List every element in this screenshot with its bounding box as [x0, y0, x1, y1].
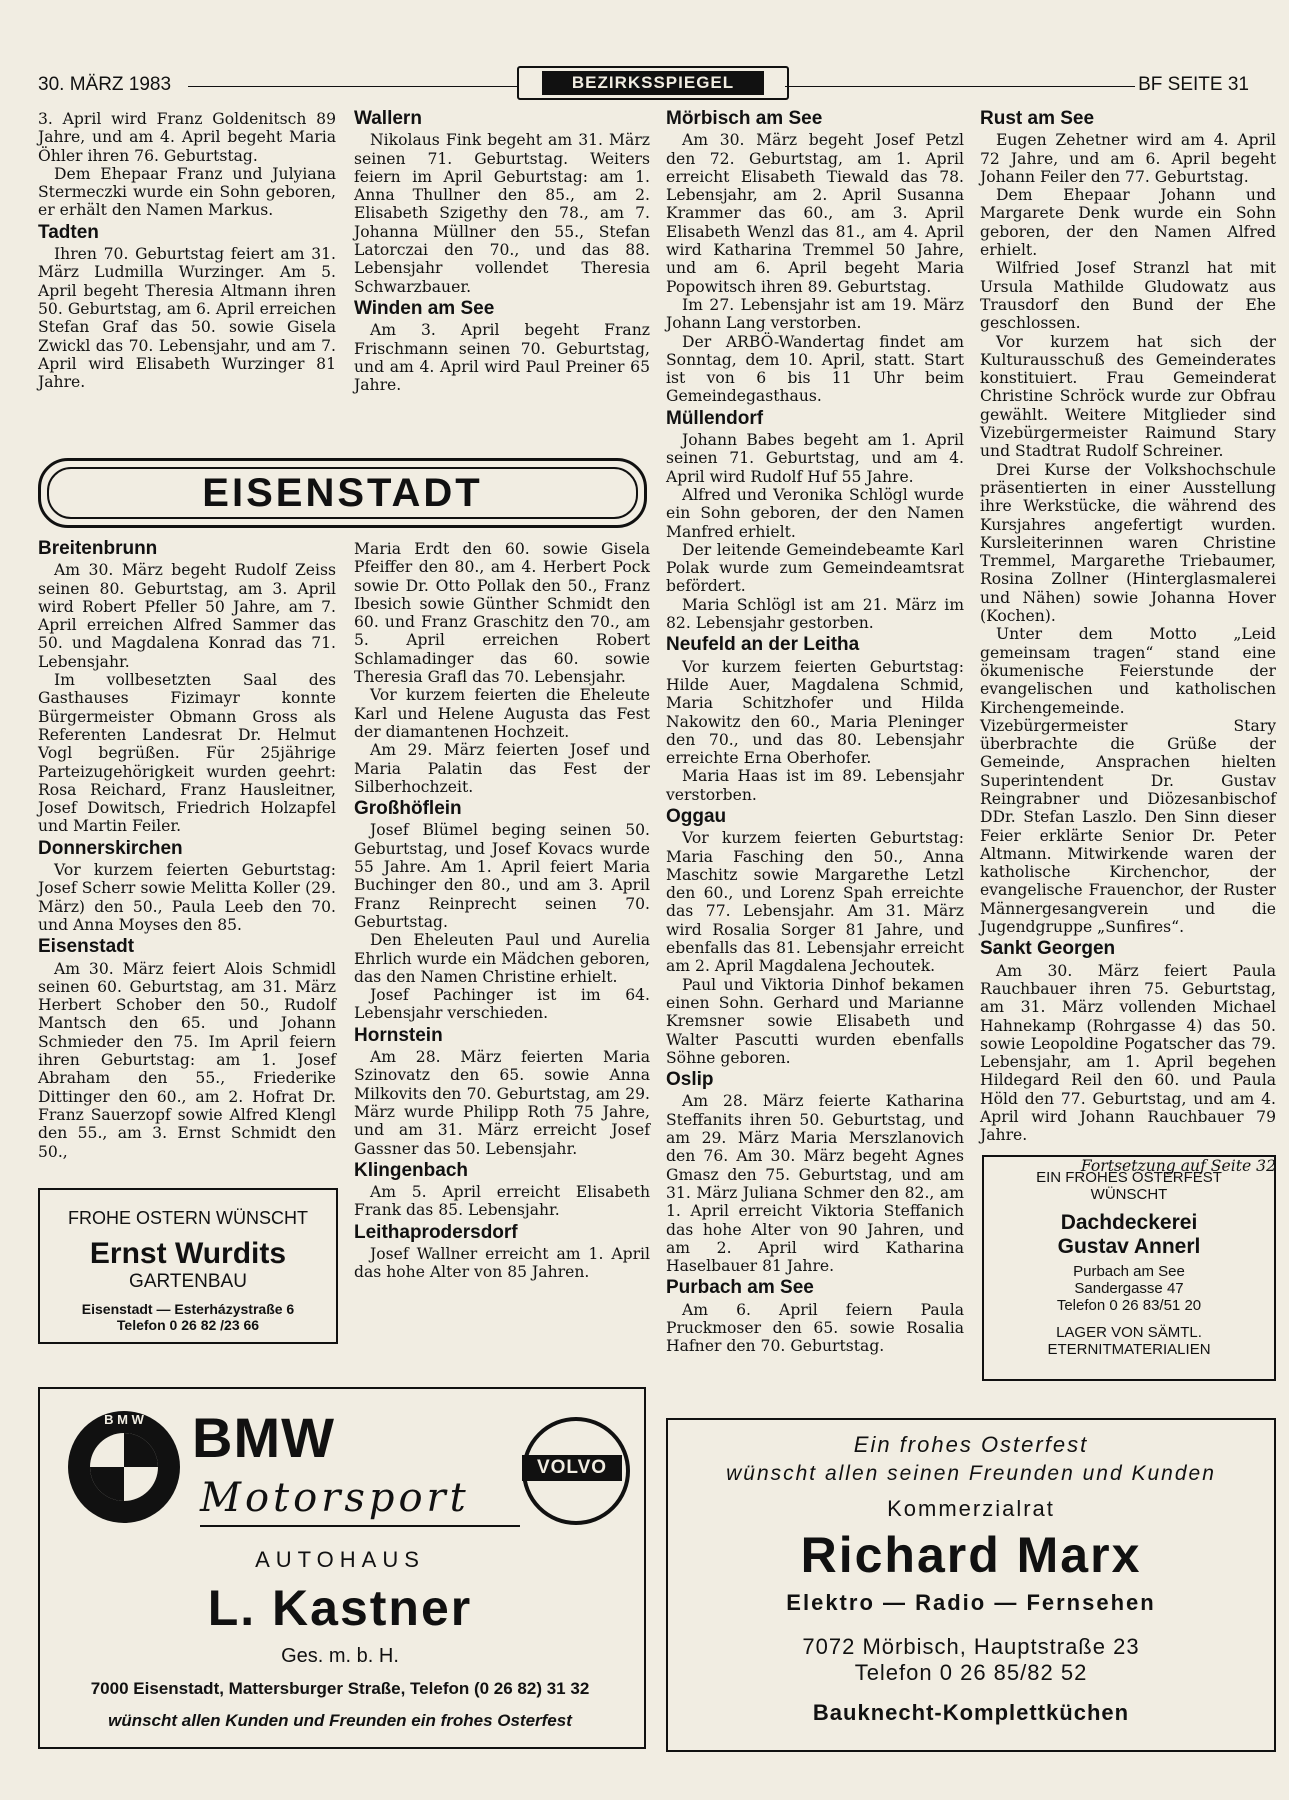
locality-heading-breitenbrunn: Breitenbrunn: [38, 538, 158, 559]
volvo-logo-icon: [522, 1417, 630, 1525]
ad-line: FROHE OSTERN WÜNSCHT: [68, 1208, 308, 1228]
issue-date: 30. MÄRZ 1983: [38, 74, 172, 95]
article-paragraph: Paul und Viktoria Dinhof bekamen einen Sohn. Gerhard und Marianne Kremsner sowie Elisabeth und Walter Pascutti wurden ebenfalls Söhne geboren.: [666, 975, 964, 1067]
locality-heading-sankt-georgen: Sankt Georgen: [980, 938, 1116, 960]
ad-line: ETERNITMATERIALIEN: [1047, 1341, 1211, 1358]
article-paragraph: Dem Ehepaar Franz und Julyiana Stermeczki wurde ein Sohn geboren, er erhält den Namen Markus.: [38, 164, 336, 220]
header-rule-right: [785, 86, 1135, 87]
continuation-note: Fortsetzung auf Seite 32: [1080, 1156, 1276, 1175]
locality-heading-oslip: Oslip: [666, 1069, 714, 1091]
ad-line: Elektro — Radio — Fernsehen: [786, 1590, 1156, 1615]
article-paragraph: Am 5. April erreicht Elisabeth Frank das 85. Lebensjahr.: [354, 1183, 650, 1220]
section-title-box: [517, 66, 789, 100]
script-underline: [200, 1525, 520, 1527]
page-number: BF SEITE 31: [1138, 74, 1249, 95]
ad-ernst-wurdits: [38, 1188, 338, 1344]
ad-line: Bauknecht-Komplettküchen: [812, 1700, 1130, 1725]
ad-address: Sandergasse 47: [1074, 1280, 1184, 1297]
ad-line: Kommerzialrat: [887, 1496, 1055, 1521]
article-paragraph: Der ARBÖ-Wandertag findet am Sonntag, dem 10. April, statt. Start ist von 6 bis 11 Uhr beim Gemeindegasthaus.: [666, 332, 964, 406]
ad-richard-marx: [666, 1418, 1276, 1752]
ad-greeting: wünscht allen seinen Freunden und Kunden: [726, 1462, 1216, 1485]
article-paragraph: Im vollbesetzten Saal des Gasthauses Fizimayr konnte Bürgermeister Obmann Gross als Referenten Landesrat Dr. Helmut Vogl begrüßen. Für 25jährige Parteizugehörigkeit wurden geehrt: Rosa Reichard, Franz Hausleitner, Josef Dowitsch, Friedrich Holzapfel und Martin Feiler.: [38, 671, 336, 836]
ad-greeting: Ein frohes Osterfest: [853, 1432, 1089, 1457]
locality-heading-rust: Rust am See: [980, 108, 1095, 129]
ad-line: Ges. m. b. H.: [281, 1645, 399, 1667]
article-paragraph: Alfred und Veronika Schlögl wurde ein Sohn geboren, der den Namen Manfred erhielt.: [666, 485, 964, 541]
locality-heading-leithaprodersdorf: Leithaprodersdorf: [354, 1221, 518, 1243]
ad-line: AUTOHAUS: [255, 1547, 425, 1572]
article-paragraph: Vor kurzem feierten Geburtstag: Josef Scherr sowie Melitta Koller (29. März) den 50., Paula Leeb den 70. und Anna Moyses den 85.: [38, 861, 336, 934]
ad-line: LAGER VON SÄMTL.: [1056, 1324, 1202, 1341]
article-paragraph: Im 27. Lebensjahr ist am 19. März Johann Lang verstorben.: [666, 295, 964, 333]
article-paragraph: Maria Schlögl ist am 21. März im 82. Lebensjahr gestorben.: [666, 595, 964, 633]
eisenstadt-column-1: [38, 540, 336, 1161]
locality-heading-neufeld: Neufeld an der Leitha: [666, 634, 860, 656]
article-paragraph: Josef Pachinger ist im 64. Lebensjahr verschieden.: [354, 986, 650, 1023]
ad-line: WÜNSCHT: [1090, 1186, 1168, 1203]
ad-greeting: wünscht allen Kunden und Freunden ein frohes Osterfest: [108, 1711, 572, 1730]
article-paragraph: Am 30. März begeht Josef Petzl den 72. Geburtstag, am 1. April erreicht Elisabeth Tiewald das 78. Lebensjahr, am 2. April Susanna Krammer das 60., am 3. April Elisabeth Wenzl das 81., am 4. April wird Katharina Tremmel 50 Jahre, und am 6. April begeht Maria Popowitsch ihren 89. Geburtstag.: [666, 131, 964, 296]
column-4: [980, 110, 1276, 1175]
locality-heading-muellendorf: Müllendorf: [666, 407, 764, 429]
ad-phone: Telefon 0 26 85/82 52: [854, 1660, 1088, 1685]
article-paragraph: 3. April wird Franz Goldenitsch 89 Jahre, und am 4. April begeht Maria Öhler ihren 76. Geburtstag.: [38, 110, 336, 165]
eisenstadt-column-2: [354, 540, 650, 1282]
article-paragraph: Ihren 70. Geburtstag feiert am 31. März Ludmilla Wurzinger. Am 5. April begeht Theresia Altmann ihren 50. Geburtstag, am 6. April erreichen Stefan Graf das 50. sowie Gisela Zwickl das 70. Lebensjahr, und am 7. April wird Elisabeth Wurzinger 81 Jahre.: [38, 245, 336, 392]
article-paragraph: Unter dem Motto „Leid gemeinsam tragen“ stand eine ökumenische Feierstunde der evangelischen und katholischen Kirchengemeinde. Vizebürgermeister Stary überbrachte die Grüße der Gemeinde, Ansprachen hielten Superintendent Dr. Gustav Reingrabner und Diözesanbischof DDr. Stefan Laszlo. Den Sinn dieser Feier erklärte Senior Dr. Peter Altmann. Mitwirkende waren der katholische Kirchenchor, der evangelische Frauenchor, der Ruster Männergesangverein und die Jugendgruppe „Sunfires“.: [980, 625, 1276, 937]
article-paragraph: Den Eheleuten Paul und Aurelia Ehrlich wurde ein Mädchen geboren, das den Namen Christine erhielt.: [354, 931, 650, 986]
article-paragraph: Drei Kurse der Volkshochschule präsentierten in einer Ausstellung ihre Werkstücke, die während des Kursjahres angefertigt wurden. Kursleiterinnen waren Christine Tremmel, Margarethe Triebaumer, Rosina Zollner (Hinterglasmalerei und Nähen) sowie Johanna Hover (Kochen).: [980, 460, 1276, 626]
ad-address: 7072 Mörbisch, Hauptstraße 23: [802, 1634, 1140, 1659]
article-paragraph: Maria Erdt den 60. sowie Gisela Pfeiffer den 80., am 4. Herbert Pock sowie Dr. Otto Pollak den 50., Franz Ibesich sowie Günther Schmidt den 60. und Franz Graschitz den 70., am 5. April erreichen Robert Schlamadinger das 60. sowie Theresia Grafl das 70. Lebensjahr.: [354, 540, 650, 687]
ad-company-name: L. Kastner: [207, 1580, 473, 1636]
article-paragraph: Maria Haas ist im 89. Lebensjahr verstorben.: [666, 767, 964, 804]
article-paragraph: Vor kurzem hat sich der Kulturausschuß des Gemeinderates konstituiert. Frau Gemeinderat Christine Schröck wurde zur Obfrau gewählt. Weitere Mitglieder sind Vizebürgermeister Raimund Stary und Stadtrat Rudolf Schreiner.: [980, 332, 1276, 461]
ad-brand: BMW: [192, 1406, 335, 1469]
article-paragraph: Vor kurzem feierten Geburtstag: Hilde Auer, Magdalena Schmid, Maria Schitzhofer und Hilda Nakowitz den 60., Maria Pleninger den 70., und das 80. Lebensjahr erreichte Erna Oberhofer.: [666, 657, 964, 768]
article-paragraph: Am 28. März feierte Katharina Steffanits ihren 50. Geburtstag, und am 29. März Maria Merszlanovich den 76. Am 30. März begeht Agnes Gmasz den 75. Geburtstag, und am 31. März Juliana Schmer den 82., am 1. April erreicht Viktoria Steffanich das hohe Alter von 90 Jahren, und am 2. April wird Katharina Haselbauer 81 Jahre.: [666, 1092, 964, 1276]
article-paragraph: Wilfried Josef Stranzl hat mit Ursula Mathilde Gludowatz aus Trausdorf den Bund der Ehe geschlossen.: [980, 259, 1276, 333]
locality-heading-wallern: Wallern: [354, 108, 422, 129]
article-paragraph: Johann Babes begeht am 1. April seinen 71. Geburtstag, und am 4. April wird Rudolf Huf 55 Jahre.: [666, 431, 964, 486]
svg-text:B M W: B M W: [104, 1412, 144, 1427]
locality-heading-eisenstadt: Eisenstadt: [38, 936, 135, 958]
ad-address: 7000 Eisenstadt, Mattersburger Straße, Telefon (0 26 82) 31 32: [90, 1679, 590, 1698]
article-paragraph: Am 30. März feiert Paula Rauchbauer ihren 75. Geburtstag, am 31. März vollenden Michael Hahnekamp (Rohrgasse 4) das 50. sowie Leopoldine Pogatscher das 79. Lebensjahr, am 1. April begehen Hildegard Reil den 60. und Paula Höld den 77. Geburtstag, und am 4. April wird Johann Rauchbauer 79 Jahre.: [980, 961, 1276, 1145]
article-paragraph: Am 30. März begeht Rudolf Zeiss seinen 80. Geburtstag, am 3. April wird Robert Pfeller 50 Jahre, am 7. April erreichen Alfred Sammer das 50. und Magdalena Konrad das 71. Lebensjahr.: [38, 561, 336, 671]
locality-heading-moerbisch: Mörbisch am See: [666, 108, 823, 129]
ad-phone: Telefon 0 26 83/51 20: [1056, 1297, 1202, 1314]
ad-address: Eisenstadt — Esterházystraße 6: [81, 1301, 295, 1317]
ad-line: EIN FROHES OSTERFEST: [1036, 1169, 1222, 1186]
ad-phone: Telefon 0 26 82 /23 66: [116, 1317, 260, 1333]
ad-gustav-annerl: [982, 1155, 1276, 1381]
article-paragraph: Vor kurzem feierten die Eheleute Karl und Helene Augusta das Fest der diamantenen Hochzeit.: [354, 686, 650, 741]
locality-heading-donnerskirchen: Donnerskirchen: [38, 837, 183, 859]
column-3: [666, 110, 964, 1356]
volvo-wordmark: VOLVO: [522, 1455, 622, 1481]
article-paragraph: Eugen Zehetner wird am 4. April 72 Jahre, und am 6. April begeht Johann Feiler den 77. Geburtstag.: [980, 131, 1276, 186]
locality-heading-tadten: Tadten: [38, 221, 99, 243]
ad-company-name: Richard Marx: [800, 1527, 1142, 1583]
locality-heading-winden: Winden am See: [354, 297, 495, 319]
article-paragraph: Josef Blümel beging seinen 50. Geburtstag, und Josef Kovacs wurde 55 Jahre. Am 1. April feiert Maria Buchinger den 80., und am 3. April Franz Reinprecht seinen 70. Geburtstag.: [354, 821, 650, 931]
locality-heading-hornstein: Hornstein: [354, 1024, 443, 1046]
article-paragraph: Dem Ehepaar Johann und Margarete Denk wurde ein Sohn geboren, der den Namen Alfred erhielt.: [980, 186, 1276, 260]
ad-script-motorsport: Motorsport: [200, 1475, 470, 1521]
article-paragraph: Vor kurzem feierten Geburtstag: Maria Fasching den 50., Anna Maschitz sowie Margarethe Letzl den 60., und Lorenz Spah erreichte das 77. Lebensjahr. Am 31. März wird Rosalia Sorger 81 Jahre, und ebenfalls das 81. Lebensjahr erreicht am 2. April Magdalena Jechoutek.: [666, 829, 964, 976]
ad-line: GARTENBAU: [129, 1271, 247, 1292]
column-2-top: [354, 110, 650, 394]
locality-heading-grosshoeflein: Großhöflein: [354, 798, 462, 820]
article-paragraph: Am 30. März feiert Alois Schmidl seinen 60. Geburtstag, am 31. März Herbert Schober den 50., Rudolf Mantsch den 65. und Johann Schmieder den 75. Im April feiern ihren Geburtstag: am 1. Josef Abraham den 55., Friederike Dittinger den 60., am 2. Hofrat Dr. Franz Sauerzopf sowie Alfred Klengl den 55., am 3. Ernst Schmidt den 50.,: [38, 959, 336, 1161]
eisenstadt-banner: [38, 458, 647, 528]
article-paragraph: Nikolaus Fink begeht am 31. März seinen 71. Geburtstag. Weiters feiern im April Geburtstag: am 1. Anna Thullner den 85., am 2. Elisabeth Szigethy den 78., am 7. Johanna Müllner den 55., Stefan Latorczai den 70., und das 88. Lebensjahr vollendet Theresia Schwarzbauer.: [354, 131, 650, 296]
article-paragraph: Am 28. März feierten Maria Szinovatz den 65. sowie Anna Milkovits den 70. Geburtstag, am 29. März wurde Philipp Roth 75 Jahre, und am 31. März erreicht Josef Gassner das 50. Lebensjahr.: [354, 1048, 650, 1158]
ad-address: Purbach am See: [1073, 1263, 1185, 1280]
column-1-top: [38, 110, 336, 391]
bmw-logo-icon: [64, 1407, 184, 1527]
locality-heading-oggau: Oggau: [666, 805, 727, 827]
ad-autohaus-kastner: [38, 1387, 646, 1749]
header-rule-left: [188, 86, 517, 87]
article-paragraph: Josef Wallner erreicht am 1. April das hohe Alter von 85 Jahren.: [354, 1244, 650, 1282]
banner-title: EISENSTADT: [202, 470, 483, 515]
locality-heading-purbach: Purbach am See: [666, 1277, 814, 1299]
locality-heading-klingenbach: Klingenbach: [354, 1159, 469, 1181]
article-paragraph: Am 3. April begeht Franz Frischmann seinen 70. Geburtstag, und am 4. April wird Paul Preiner 65 Jahre.: [354, 321, 650, 395]
article-paragraph: Am 6. April feiern Paula Pruckmoser den 65. sowie Rosalia Hafner den 70. Geburtstag.: [666, 1300, 964, 1356]
article-paragraph: Der leitende Gemeindebeamte Karl Polak wurde zum Gemeindeamtsrat befördert.: [666, 540, 964, 596]
article-paragraph: Am 29. März feierten Josef und Maria Palatin das Fest der Silberhochzeit.: [354, 741, 650, 796]
section-title: BEZIRKSSPIEGEL: [542, 71, 764, 95]
ad-company-name: Dachdeckerei: [1060, 1211, 1198, 1234]
ad-company-name: Ernst Wurdits: [89, 1237, 287, 1270]
ad-company-name: Gustav Annerl: [1057, 1235, 1201, 1258]
